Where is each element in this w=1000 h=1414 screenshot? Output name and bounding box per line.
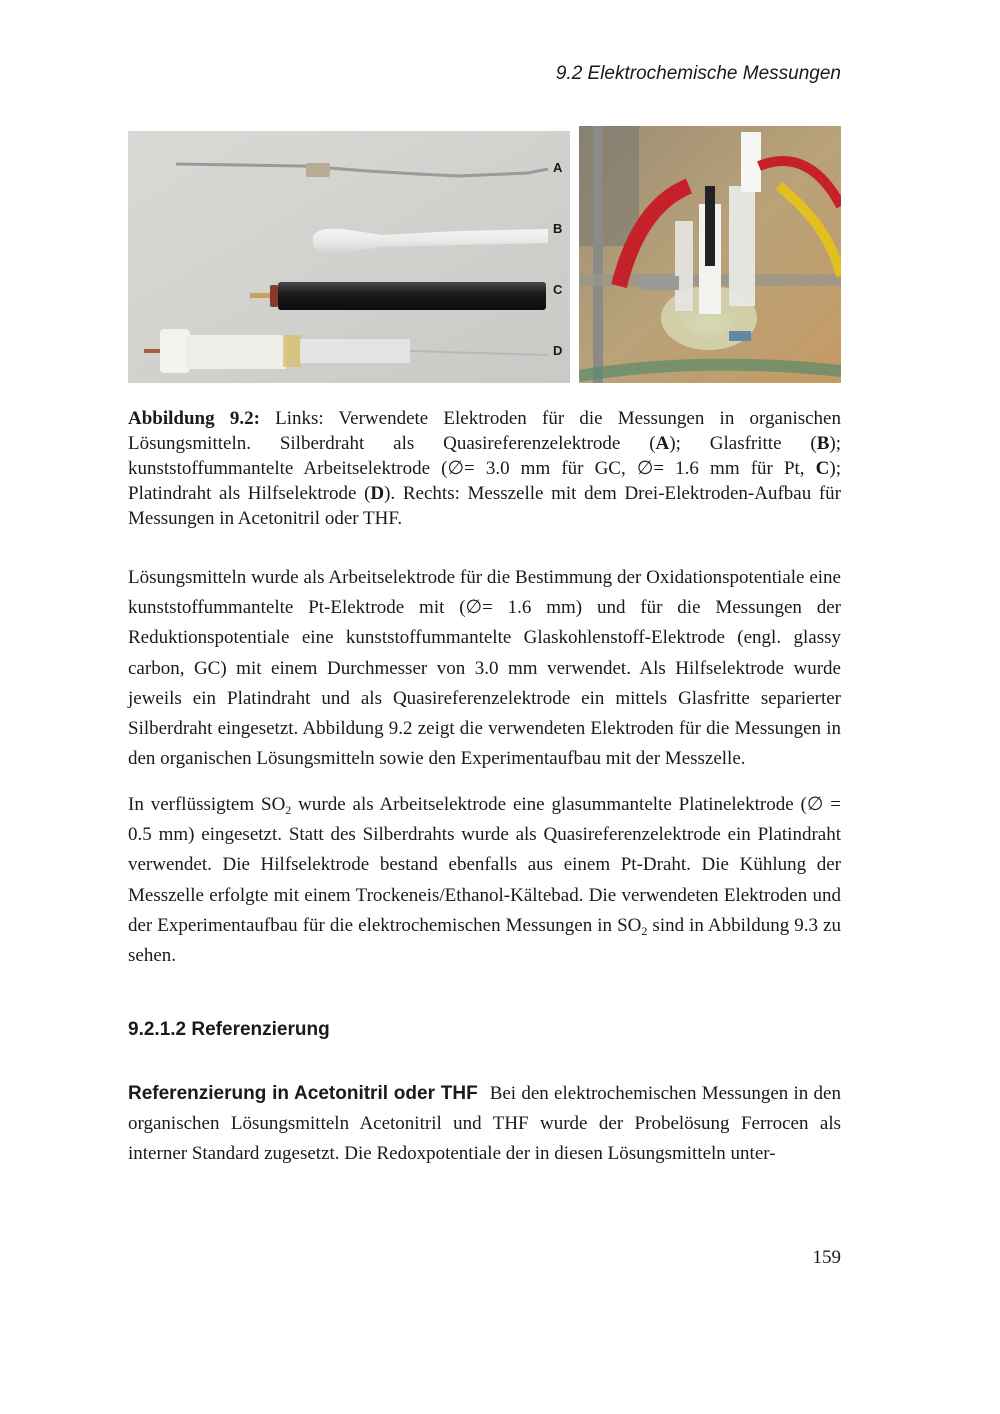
running-head: 9.2 Elektrochemische Messungen bbox=[555, 63, 841, 84]
caption-label: Abbildung 9.2: bbox=[128, 408, 260, 429]
section-heading: 9.2.1.2 Referenzierung bbox=[128, 1019, 330, 1040]
caption-text-2: ); Glasfritte ( bbox=[669, 433, 817, 454]
body-paragraph-2 bbox=[128, 790, 841, 971]
caption-text-1: Links: Verwendete Elektroden für die Messungen in organischen Lösungsmitteln. Silberdraht als Quasireferenzelektrode ( bbox=[128, 408, 841, 454]
p2-subscript-2: 2 bbox=[641, 923, 648, 938]
page-number: 159 bbox=[812, 1247, 841, 1268]
electrode-label-c: C bbox=[553, 282, 563, 297]
figure-caption bbox=[128, 406, 841, 531]
caption-ref-c: C bbox=[815, 458, 830, 479]
caption-text-3: ); kunststoffummantelte Arbeitselektrode (∅= 3.0 mm für GC, ∅= 1.6 mm für Pt, bbox=[128, 433, 842, 479]
measurement-cell-photo bbox=[579, 126, 841, 383]
caption-text-4: ); Platindraht als Hilfselektrode ( bbox=[128, 458, 841, 504]
caption-ref-d: D bbox=[370, 483, 385, 504]
p2-subscript-1: 2 bbox=[285, 803, 292, 817]
body-paragraph-1: Lösungsmitteln wurde als Arbeitselektrode für die Bestimmung der Oxidationspotentiale eine kunststoffummantelte Pt-Elektrode mit (∅= 1.6 mm) und für die Messungen der Reduktionspotentiale eine kunststoffummantelte Glaskohlenstoff-Elektrode (engl. glassy carbon, GC) mit einem Durchmesser von 3.0 mm verwendet. Als Hilfselektrode wurde jeweils ein Platindraht und als Quasireferenzelektrode ein mittels Glasfritte separierter Silberdraht eingesetzt. Abbildung 9.2 zeigt die verwendeten Elektroden für die Messungen in den organischen Lösungsmitteln sowie den Experimentaufbau mit der Messzelle. bbox=[128, 567, 841, 770]
body-paragraph-3 bbox=[128, 1079, 841, 1170]
electrode-label-b: B bbox=[553, 221, 563, 236]
electrodes-photo bbox=[128, 131, 570, 383]
caption-ref-b: B bbox=[816, 433, 830, 454]
p2-text-b: wurde als Arbeitselektrode eine glasummantelte Platinelektrode (∅ = 0.5 mm) eingesetzt. Statt des Silberdrahts wurde als Quasireferenzelektrode ein Platindraht verwendet. Die Hilfselektrode bestand ebenfalls aus einem Pt-Draht. Die Kühlung der Messzelle erfolgte mit einem Trockeneis/Ethanol-Kältebad. Die verwendeten Elektroden und der Experimentaufbau für die elektrochemischen Messungen in SO bbox=[128, 794, 841, 936]
caption-text-5: ). Rechts: Messzelle mit dem Drei-Elektroden-Aufbau für Messungen in Acetonitril oder THF. bbox=[128, 483, 841, 529]
p2-text-a: In verflüssigtem SO bbox=[128, 794, 286, 815]
p2-text-c: sind in Abbildung 9.3 zu sehen. bbox=[128, 914, 841, 967]
electrode-label-a: A bbox=[553, 160, 563, 175]
caption-ref-a: A bbox=[655, 433, 670, 454]
run-in-heading: Referenzierung in Acetonitril oder THF bbox=[128, 1083, 478, 1104]
p3-text: Bei den elektrochemischen Messungen in den organischen Lösungsmitteln Acetonitril und THF wurde der Probelösung Ferrocen als interner Standard zugesetzt. Die Redoxpotentiale der in diesen Lösungsmitteln unter- bbox=[128, 1083, 841, 1165]
electrode-label-d: D bbox=[553, 343, 563, 358]
